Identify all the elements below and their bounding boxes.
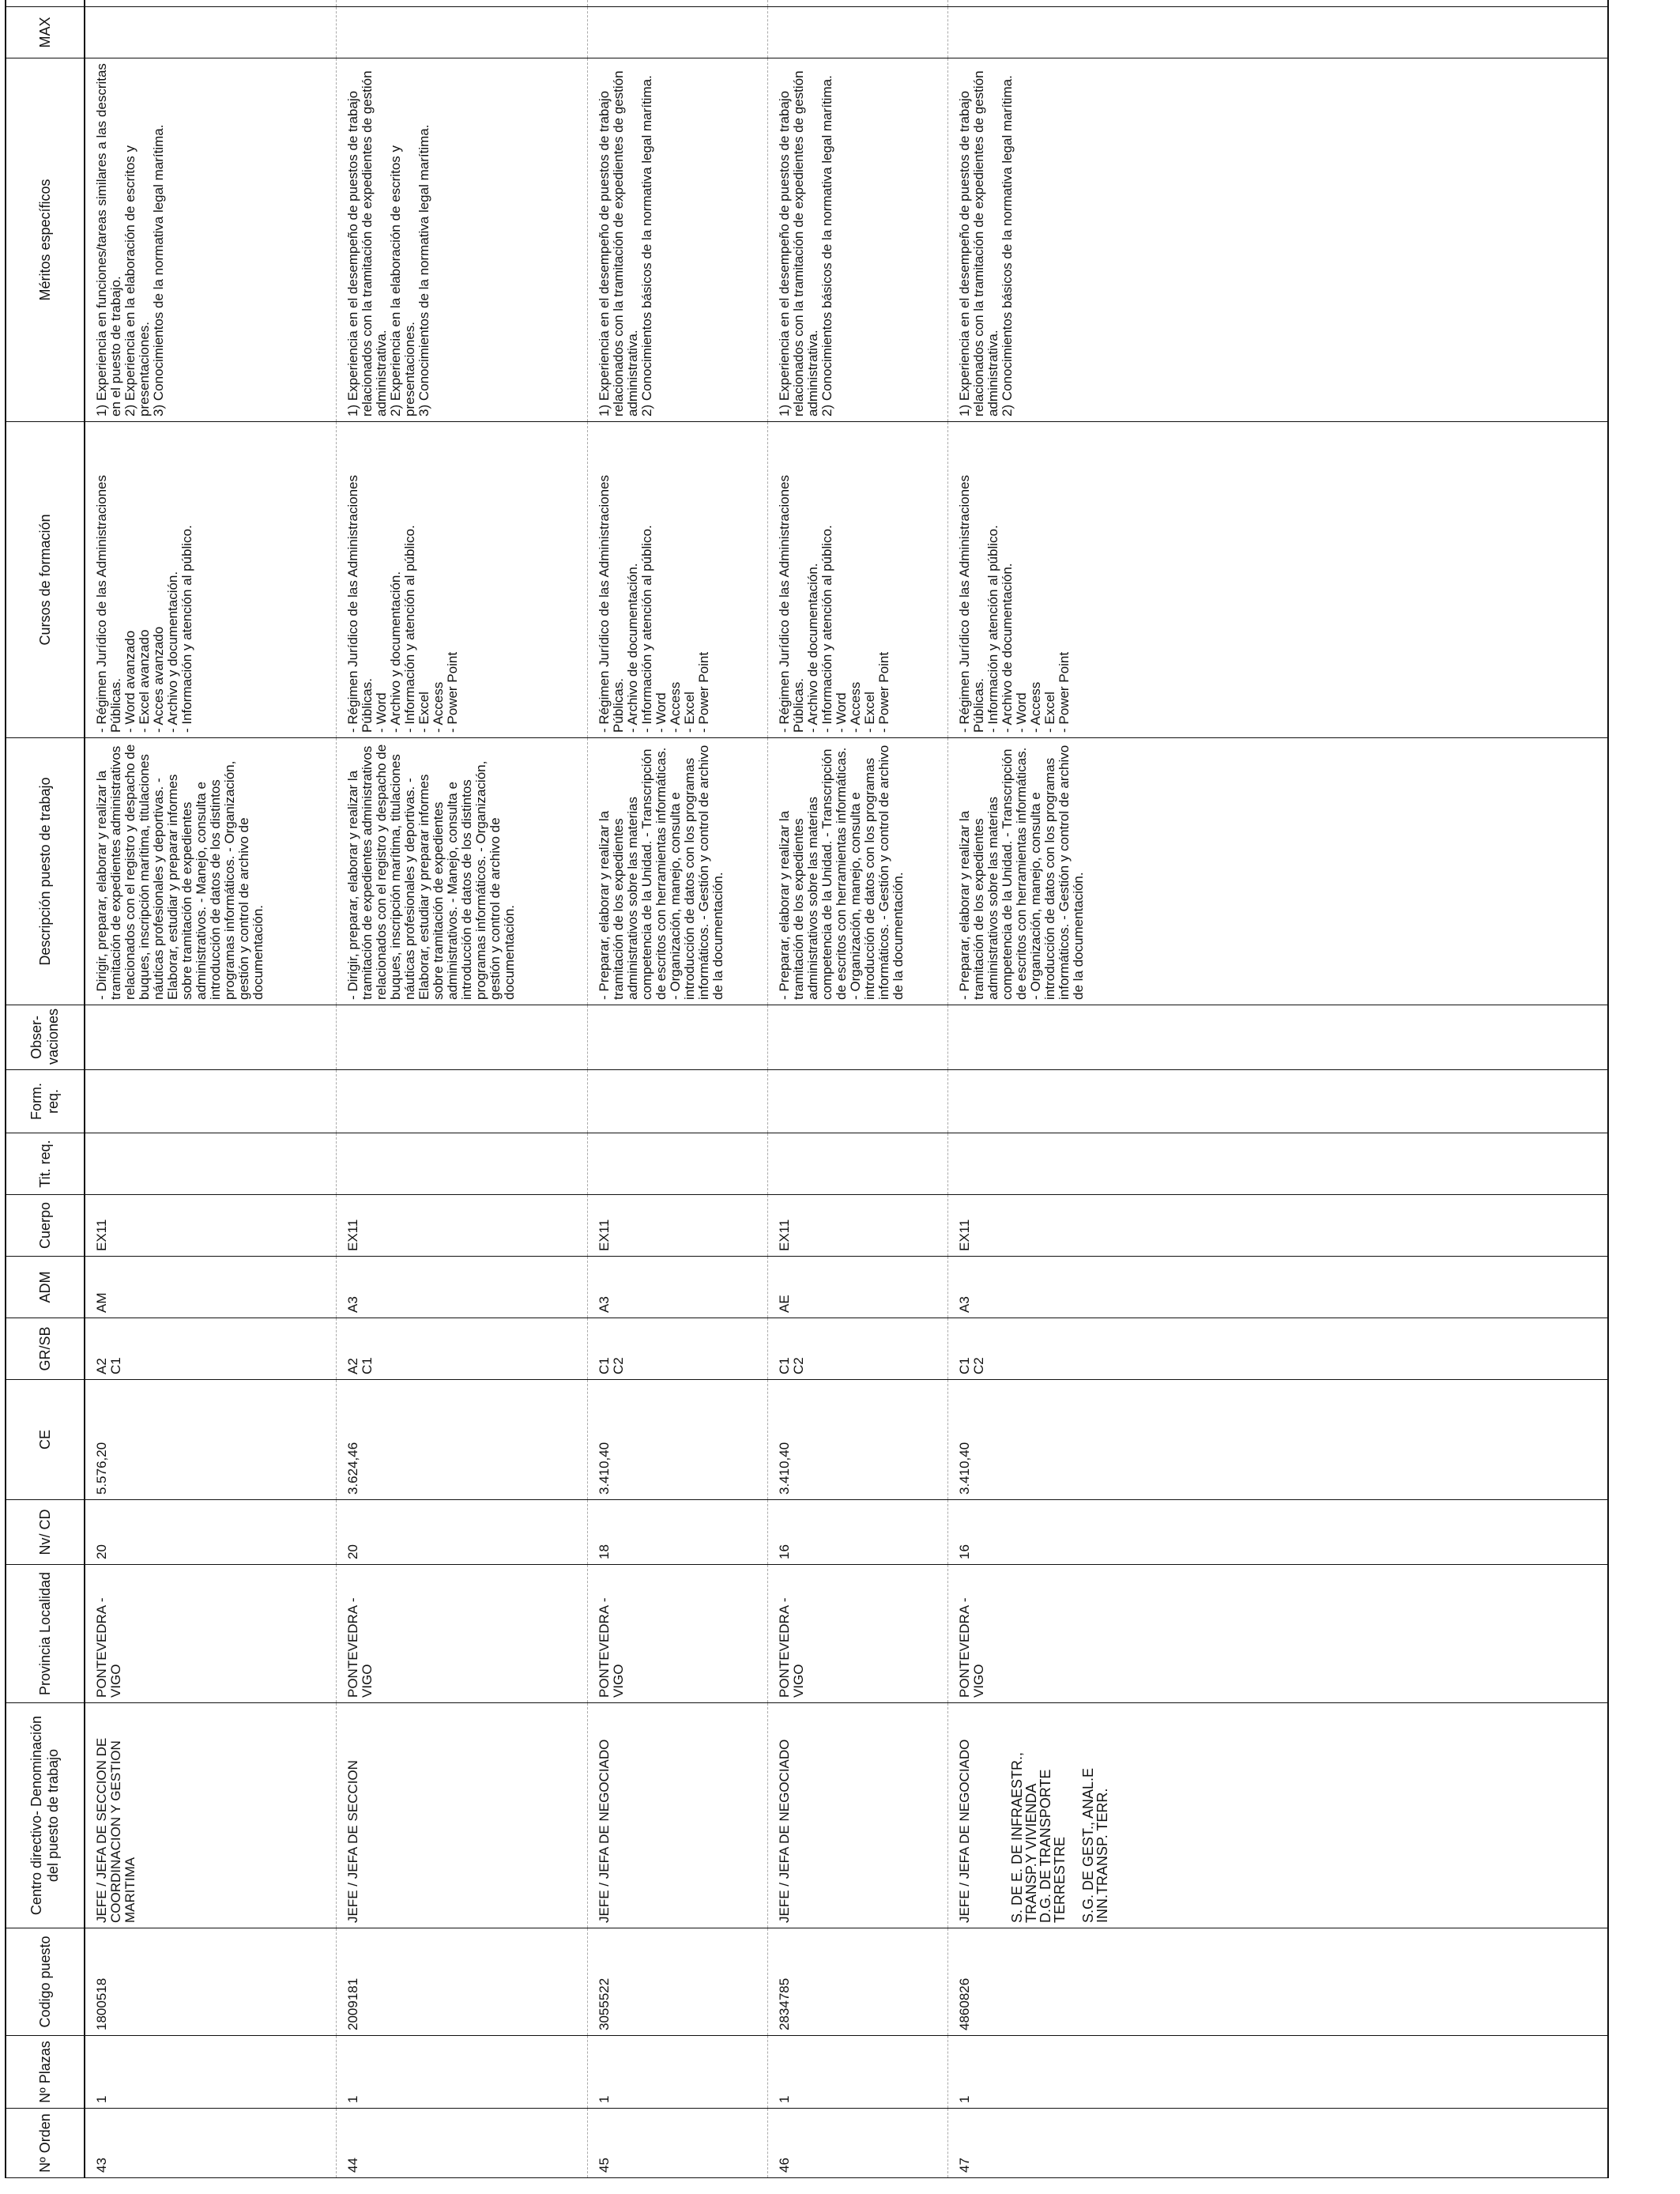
header-provincia: Provincia Localidad: [6, 1565, 85, 1703]
cell-orden: 46: [767, 2109, 947, 2178]
grupo-line: C1: [776, 1357, 792, 1374]
cell-adm: AE: [767, 1257, 947, 1318]
table-row: [947, 0, 1608, 2178]
cell-orden: 44: [336, 2109, 587, 2178]
curso-line: - Power Point: [695, 651, 711, 733]
cell-tit: [336, 1133, 587, 1195]
header-descripcion: Descripción puesto de trabajo: [6, 738, 85, 1005]
header-plazas: Nº Plazas: [6, 2036, 85, 2109]
cell-plazas: 1: [336, 2036, 587, 2109]
cell-provincia: PONTEVEDRA - VIGO: [947, 1565, 1608, 1703]
merito-line: 2) Conocimientos básicos de la normativa legal marítima.: [999, 75, 1015, 417]
cell-me: [85, 0, 336, 7]
grupo-line: C1: [596, 1357, 612, 1374]
header-meritos: Méritos específicos: [6, 58, 85, 422]
cell-meritos: [947, 58, 1608, 422]
table-row: [767, 0, 947, 2178]
curso-line: - Archivo de documentación.: [804, 563, 820, 733]
header-cuerpo: Cuerpo: [6, 1195, 85, 1257]
cell-obs: [336, 1005, 587, 1070]
curso-line: - Power Point: [444, 651, 460, 733]
cell-meritos: [336, 58, 587, 422]
cell-descripcion: - Preparar, elaborar y realizar la tramitación de los expedientes administrativos sobre las materias competencia de la Unidad. - Transcripción de escritos con herramientas informáticas. - Organización, manejo, consulta e introducción de datos con los programas informáticos. - Gestión y control de archivo de la documentación.: [767, 738, 947, 1005]
cell-me: [767, 0, 947, 7]
merito-line: 2) Conocimientos básicos de la normativa legal marítima.: [819, 75, 834, 417]
curso-line: - Excel: [1042, 692, 1057, 733]
positions-table: [5, 0, 1609, 2178]
curso-line: - Word: [833, 692, 849, 733]
cell-ce: 5.576,20: [85, 1380, 336, 1500]
cell-form: [85, 1070, 336, 1133]
cell-tit: [85, 1133, 336, 1195]
merito-line: 2) Experiencia en la elaboración de escritos y presentaciones.: [122, 145, 152, 417]
cell-adm: AM: [85, 1257, 336, 1318]
cell-max: [767, 7, 947, 58]
merito-line: 2) Conocimientos básicos de la normativa legal marítima.: [638, 75, 654, 417]
merito-line: 2) Experiencia en la elaboración de escritos y presentaciones.: [387, 145, 417, 417]
cell-grupo: [767, 1318, 947, 1380]
cell-ce: 3.410,40: [767, 1380, 947, 1500]
header-ce: CE: [6, 1380, 85, 1500]
curso-line: - Información y atención al público.: [401, 525, 417, 733]
header-tit: Tit. req.: [6, 1133, 85, 1195]
cell-me: [336, 0, 587, 7]
curso-line: - Régimen Jurídico de las Administraciones Públicas.: [596, 475, 626, 733]
grupo-line: C2: [790, 1357, 806, 1374]
cell-meritos: [587, 58, 767, 422]
curso-line: - Régimen Jurídico de las Administraciones Públicas.: [94, 475, 123, 733]
header-cursos: Cursos de formación: [6, 422, 85, 738]
grupo-line: C1: [108, 1357, 123, 1374]
merito-line: 1) Experiencia en el desempeño de puestos de trabajo relacionados con la tramitación de expedientes de gestión administrativa.: [345, 70, 389, 417]
cell-cursos: [336, 422, 587, 738]
cell-orden: 45: [587, 2109, 767, 2178]
header-centro: Centro directivo- Denominación del puesto de trabajo: [6, 1703, 85, 1928]
curso-line: - Access: [430, 681, 446, 733]
curso-line: - Access: [1027, 681, 1043, 733]
cell-form: [587, 1070, 767, 1133]
merito-line: 1) Experiencia en el desempeño de puestos de trabajo relacionados con la tramitación de expedientes de gestión administrativa.: [596, 70, 640, 417]
header-codigo: Codigo puesto: [6, 1928, 85, 2036]
spacer: [1067, 1708, 1081, 1923]
curso-line: - Excel: [861, 692, 877, 733]
cell-nivel: 16: [767, 1500, 947, 1565]
cell-tit: [767, 1133, 947, 1195]
header-max: MAX: [6, 7, 85, 58]
cell-form: [947, 1070, 1608, 1133]
curso-line: - Acces avanzado: [151, 626, 166, 733]
table-row: [587, 0, 767, 2178]
header-form: Form. req.: [6, 1070, 85, 1133]
cell-descripcion: - Preparar, elaborar y realizar la tramitación de los expedientes administrativos sobre las materias competencia de la Unidad. - Transcripción de escritos con herramientas informáticas. - Organización, manejo, consulta e introducción de datos con los programas informáticos. - Gestión y control de archivo de la documentación.: [947, 738, 1608, 1005]
merito-line: 1) Experiencia en el desempeño de puestos de trabajo relacionados con la tramitación de expedientes de gestión administrativa.: [776, 70, 820, 417]
curso-line: - Archivo de documentación.: [999, 563, 1015, 733]
cell-provincia: PONTEVEDRA - VIGO: [85, 1565, 336, 1703]
curso-line: - Excel: [416, 692, 431, 733]
cell-cursos: [587, 422, 767, 738]
cell-max: [85, 7, 336, 58]
header-orden: Nº Orden: [6, 2109, 85, 2178]
cell-codigo: 2009181: [336, 1928, 587, 2036]
curso-line: - Información y atención al público.: [985, 525, 1000, 733]
cell-provincia: PONTEVEDRA - VIGO: [336, 1565, 587, 1703]
cell-ce: 3.624,46: [336, 1380, 587, 1500]
curso-line: - Word avanzado: [122, 630, 137, 733]
cell-descripcion: - Dirigir, preparar, elaborar y realizar la tramitación de expedientes administrativos relacionados con el registro y despacho de buques, inscripción marítima, titulaciones náuticas profesionales y deportivas. - Elaborar, estudiar y preparar informes sobre tramitación de expedientes administrativos. - Manejo, consulta e introducción de datos de los distintos programas informáticos. - Organización, gestión y control de archivo de documentación.: [336, 738, 587, 1005]
cell-adm: A3: [587, 1257, 767, 1318]
merito-line: 3) Conocimientos de la normativa legal marítima.: [151, 124, 166, 417]
cell-cursos: [947, 422, 1608, 738]
cell-cursos: [767, 422, 947, 738]
cell-tit: [587, 1133, 767, 1195]
grupo-line: C2: [970, 1357, 986, 1374]
cell-grupo: [336, 1318, 587, 1380]
header-row: [6, 0, 85, 2178]
curso-line: - Word: [1013, 692, 1029, 733]
cell-centro: [947, 1703, 1608, 1928]
curso-line: - Excel avanzado: [137, 629, 152, 733]
cell-centro: JEFE / JEFA DE SECCION: [336, 1703, 587, 1928]
department-line: D.G. DE TRANSPORTE TERRESTRE: [1037, 1769, 1068, 1923]
curso-line: - Power Point: [1056, 651, 1072, 733]
cell-provincia: PONTEVEDRA - VIGO: [587, 1565, 767, 1703]
curso-line: - Excel: [681, 692, 697, 733]
curso-line: - Régimen Jurídico de las Administraciones Públicas.: [776, 475, 806, 733]
department-line: S. DE E. DE INFRAESTR., TRANSP.Y VIVIENDA: [1008, 1751, 1039, 1923]
grupo-line: A2: [94, 1358, 109, 1374]
cell-ce: 3.410,40: [587, 1380, 767, 1500]
cell-obs: [767, 1005, 947, 1070]
curso-line: - Word: [653, 692, 669, 733]
cell-cursos: [85, 422, 336, 738]
cell-nivel: 20: [85, 1500, 336, 1565]
cell-centro: JEFE / JEFA DE NEGOCIADO: [767, 1703, 947, 1928]
grupo-line: A2: [345, 1358, 360, 1374]
header-obs: Obser- vaciones: [6, 1005, 85, 1070]
cell-grupo: [85, 1318, 336, 1380]
curso-line: - Archivo de documentación.: [624, 563, 640, 733]
cell-adm: A3: [947, 1257, 1608, 1318]
grupo-line: C1: [956, 1357, 972, 1374]
cell-me: [947, 0, 1608, 7]
curso-line: - Power Point: [876, 651, 891, 733]
cell-codigo: 3055522: [587, 1928, 767, 2036]
cell-centro: JEFE / JEFA DE SECCION DE COORDINACION Y GESTION MARITIMA: [85, 1703, 336, 1928]
curso-line: - Régimen Jurídico de las Administraciones Públicas.: [956, 475, 986, 733]
cell-meritos: [767, 58, 947, 422]
cell-ce: 3.410,40: [947, 1380, 1608, 1500]
cell-descripcion: - Dirigir, preparar, elaborar y realizar la tramitación de expedientes administrativos relacionados con el registro y despacho de buques, inscripción marítima, titulaciones náuticas profesionales y deportivas. - Elaborar, estudiar y preparar informes sobre tramitación de expedientes administrativos. - Manejo, consulta e introducción de datos de los distintos programas informáticos. - Organización, gestión y control de archivo de documentación.: [85, 738, 336, 1005]
cell-orden: 47: [947, 2109, 1608, 2178]
cell-adm: A3: [336, 1257, 587, 1318]
cell-grupo: [587, 1318, 767, 1380]
curso-line: - Access: [847, 681, 863, 733]
header-grupo: GR/SB: [6, 1318, 85, 1380]
cell-form: [767, 1070, 947, 1133]
cell-obs: [947, 1005, 1608, 1070]
cell-me: [587, 0, 767, 7]
cell-codigo: 4860826: [947, 1928, 1608, 2036]
curso-line: - Word: [373, 692, 389, 733]
curso-line: - Información y atención al público.: [819, 525, 834, 733]
cell-descripcion: - Preparar, elaborar y realizar la tramitación de los expedientes administrativos sobre las materias competencia de la Unidad. - Transcripción de escritos con herramientas informáticas. - Organización, manejo, consulta e introducción de datos con los programas informáticos. - Gestión y control de archivo de la documentación.: [587, 738, 767, 1005]
cell-max: [336, 7, 587, 58]
cell-centro: JEFE / JEFA DE NEGOCIADO: [587, 1703, 767, 1928]
curso-line: - Información y atención al público.: [179, 525, 194, 733]
table-row: [336, 0, 587, 2178]
cell-cuerpo: EX11: [336, 1195, 587, 1257]
curso-line: - Archivo y documentación.: [387, 571, 403, 733]
merito-line: 3) Conocimientos de la normativa legal marítima.: [416, 124, 431, 417]
cell-plazas: 1: [587, 2036, 767, 2109]
cell-form: [336, 1070, 587, 1133]
cell-tit: [947, 1133, 1608, 1195]
header-nivel: Nv/ CD: [6, 1500, 85, 1565]
curso-line: - Access: [667, 681, 683, 733]
cell-codigo: 2834785: [767, 1928, 947, 2036]
centro-name: JEFE / JEFA DE NEGOCIADO: [956, 1739, 972, 1923]
header-me: [6, 0, 85, 7]
department-block: [1010, 1708, 1109, 1923]
cell-cuerpo: EX11: [947, 1195, 1608, 1257]
merito-line: 1) Experiencia en funciones/tareas similares a las descritas en el puesto de trabajo.: [94, 63, 123, 417]
cell-obs: [85, 1005, 336, 1070]
curso-line: - Archivo y documentación.: [165, 571, 180, 733]
merito-line: 1) Experiencia en el desempeño de puestos de trabajo relacionados con la tramitación de expedientes de gestión administrativa.: [956, 70, 1000, 417]
cell-codigo: 1800518: [85, 1928, 336, 2036]
cell-cuerpo: EX11: [767, 1195, 947, 1257]
header-adm: ADM: [6, 1257, 85, 1318]
cell-obs: [587, 1005, 767, 1070]
cell-nivel: 18: [587, 1500, 767, 1565]
cell-max: [947, 7, 1608, 58]
department-line: S.G. DE GEST., ANAL.E INN.TRANSP. TERR.: [1079, 1767, 1110, 1923]
cell-cuerpo: EX11: [587, 1195, 767, 1257]
cell-cuerpo: EX11: [85, 1195, 336, 1257]
cell-grupo: [947, 1318, 1608, 1380]
cell-nivel: 20: [336, 1500, 587, 1565]
cell-nivel: 16: [947, 1500, 1608, 1565]
cell-provincia: PONTEVEDRA - VIGO: [767, 1565, 947, 1703]
cell-max: [587, 7, 767, 58]
cell-plazas: 1: [85, 2036, 336, 2109]
cell-plazas: 1: [947, 2036, 1608, 2109]
cell-orden: 43: [85, 2109, 336, 2178]
grupo-line: C2: [610, 1357, 626, 1374]
cell-meritos: [85, 58, 336, 422]
table-row: [85, 0, 336, 2178]
cell-plazas: 1: [767, 2036, 947, 2109]
grupo-line: C1: [359, 1357, 375, 1374]
curso-line: - Información y atención al público.: [638, 525, 654, 733]
curso-line: - Régimen Jurídico de las Administraciones Públicas.: [345, 475, 375, 733]
